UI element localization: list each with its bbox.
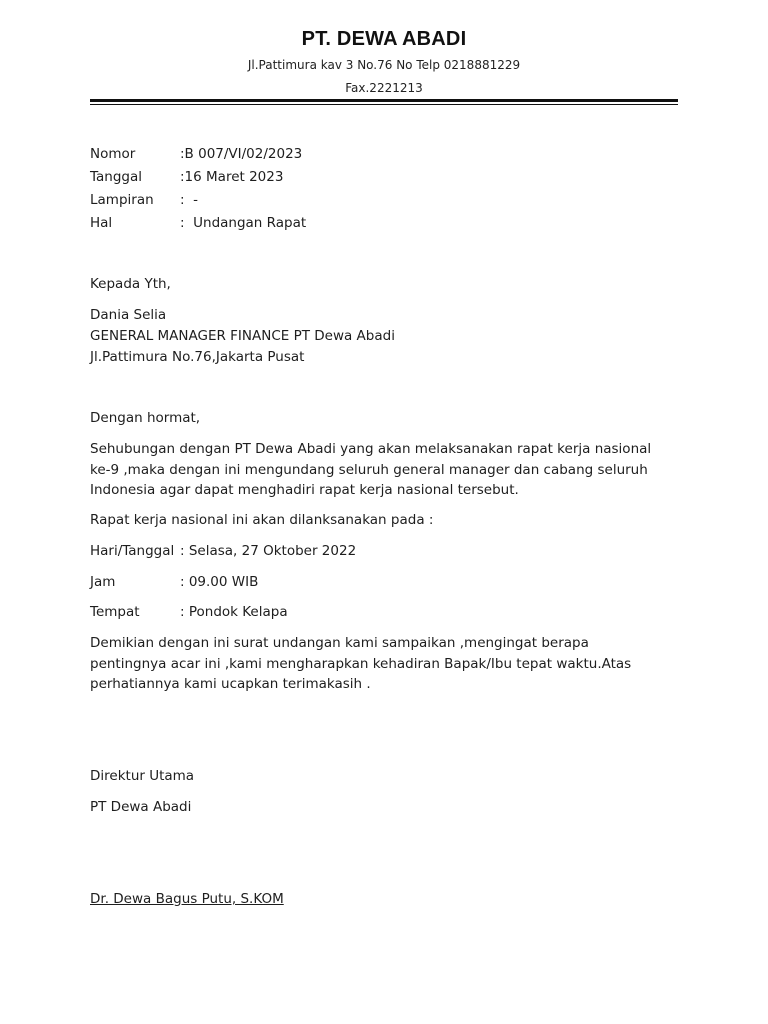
letterhead-divider-thin bbox=[90, 104, 678, 105]
hari-label: Hari/Tanggal bbox=[90, 543, 175, 559]
recipient-name: Dania Selia bbox=[90, 307, 167, 323]
jam-value: : 09.00 WIB bbox=[180, 574, 259, 590]
hal-label: Hal bbox=[90, 215, 113, 231]
hari-value: : Selasa, 27 Oktober 2022 bbox=[180, 543, 357, 559]
lampiran-label: Lampiran bbox=[90, 192, 154, 208]
salutation: Dengan hormat, bbox=[90, 410, 201, 426]
tempat-value: : Pondok Kelapa bbox=[180, 604, 288, 620]
company-name: PT. DEWA ABADI bbox=[301, 28, 467, 50]
letterhead-divider-thick bbox=[90, 99, 678, 102]
company-fax: Fax.2221213 bbox=[345, 81, 423, 95]
signature-company: PT Dewa Abadi bbox=[90, 799, 192, 815]
lampiran-value: : - bbox=[180, 192, 199, 208]
tanggal-value: :16 Maret 2023 bbox=[180, 169, 284, 185]
tanggal-label: Tanggal bbox=[90, 169, 143, 185]
paragraph-1: Sehubungan dengan PT Dewa Abadi yang akan melaksanakan rapat kerja nasional ke-9 ,maka dengan ini mengundang seluruh general manager dan cabang seluruh Indonesia agar dapat menghadiri rapat kerja nasional tersebut. bbox=[90, 441, 652, 498]
signature-name: Dr. Dewa Bagus Putu, S.KOM bbox=[90, 891, 284, 907]
recipient-address: Jl.Pattimura No.76,Jakarta Pusat bbox=[90, 349, 305, 365]
nomor-label: Nomor bbox=[90, 146, 136, 162]
nomor-value: :B 007/VI/02/2023 bbox=[180, 146, 303, 162]
schedule-intro: Rapat kerja nasional ini akan dilanksanakan pada : bbox=[90, 512, 434, 528]
signature-position: Direktur Utama bbox=[90, 768, 195, 784]
jam-label: Jam bbox=[90, 574, 116, 590]
tempat-label: Tempat bbox=[90, 604, 140, 620]
recipient-title: GENERAL MANAGER FINANCE PT Dewa Abadi bbox=[90, 328, 395, 344]
hal-value: : Undangan Rapat bbox=[180, 215, 307, 231]
closing-paragraph: Demikian dengan ini surat undangan kami sampaikan ,mengingat berapa pentingnya acar ini ,kami mengharapkan kehadiran Bapak/Ibu tepat waktu.Atas perhatiannya kami ucapkan terimakasih . bbox=[90, 635, 632, 692]
recipient-greeting: Kepada Yth, bbox=[90, 276, 171, 292]
company-address: Jl.Pattimura kav 3 No.76 No Telp 0218881229 bbox=[247, 58, 521, 72]
